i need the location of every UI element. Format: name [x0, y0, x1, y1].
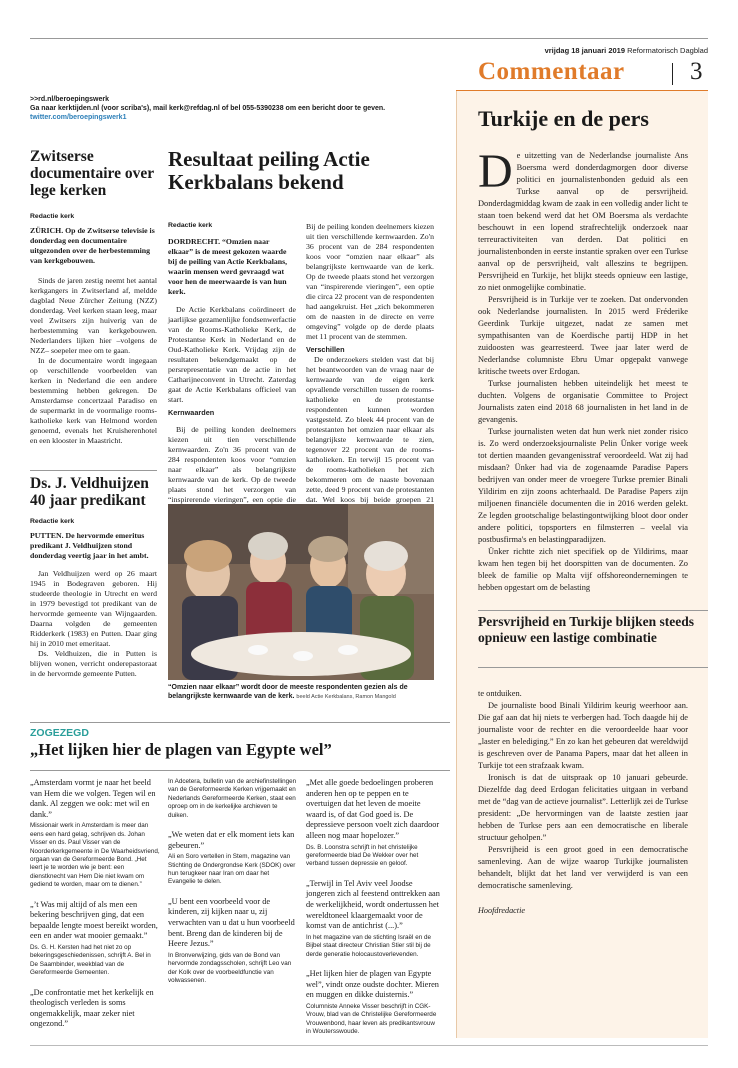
article-resultaat-title: Resultaat peiling Actie Kerkbalans bekend: [168, 147, 370, 194]
zogezegd-label: ZOGEZEGD: [30, 727, 89, 739]
article-zwitserse-title: Zwitserse documentaire over lege kerken: [30, 148, 154, 199]
paragraph: De onderzoekers stelden vast dat bij het beantwoorden van de vraag naar de kernwaarde van de eigen kerk opvallende verschillen tussen de rooms-katholieke en de protestantse respondenten kunnen worden vastgesteld. Zo bleek 44 procent van de protestanten het omzien naar elkaar als belangrijkste kernwaarde te zien, tegenover 22 procent van de rooms-katholieken. En terwijl 15 procent van de rooms-katholieken het zich bekommeren om de naaste bovenaan zette, deed 9 procent van de protestanten dat. Wel koos bij beide groepen 21: [306, 355, 434, 504]
article-resultaat-col1-cont: [168, 425, 296, 503]
quote-source: Ali en Soro vertellen in Stem, magazine van Stichting de Ondergrondse Kerk (SDOK) over hun terugkeer naar Iran om daar het Evangelie te delen.: [168, 853, 296, 886]
section-divider: [672, 63, 673, 85]
lede: DORDRECHT. “Omzien naar elkaar” is de meest gekozen waarde bij de peiling van Actie Kerkbalans, waarin mensen werd gevraagd wat voor hen de meerwaarde is van hun kerk.: [168, 237, 288, 296]
contact-info: [30, 95, 385, 122]
byline: Redactie kerk: [30, 518, 75, 525]
commentary-paragraph: te ontduiken.: [478, 689, 522, 698]
bottom-rule: [30, 1045, 708, 1046]
byline: Redactie kerk: [168, 222, 213, 229]
zogezegd-rule-bottom: [30, 770, 450, 771]
byline: Redactie kerk: [30, 213, 75, 220]
article-zwitserse: [30, 213, 157, 446]
quote: „Terwijl in Tel Aviv veel Joodse jongeren zich al feestend onttrekken aan de werkelijkheid, wordt ondertussen het wereldtoneel klaargemaakt voor de komst van de antichrist (...).”: [306, 878, 440, 931]
lede: PUTTEN. De hervormde emeritus predikant J. Veldhuijzen stond donderdag veertig jaar in het ambt.: [30, 531, 149, 560]
quote: „U bent een voorbeeld voor de kinderen, zij kijken naar u, zij verwachten van u dat u hun voorbeeld bent. Breng dan de kinderen bij de Heere Jezus.”: [168, 896, 295, 949]
page-number: 3: [690, 58, 703, 85]
quote: „We weten dat er elk moment iets kan gebeuren.”: [168, 830, 295, 850]
pull-quote-rule-bottom: [478, 667, 708, 668]
commentary-paragraph: Turkse journalisten weten dat hun werk niet zonder risico is. Zo werd onderzoeksjournaliste Pelin Ünker vorige week tot dertien maanden gevangenisstraf veroordeeld. Wat zij had misdaan? Ünker had via de zogenaamde Paradise Papers bedrijven van onder meer de vroegere Turkse premier Binali Yildirim en zijn zoons achterhaald. De Paradise Papers zijn miljoenen financiële documenten die in 2016 werden gelekt. Ze legden grootschalige belastingontwijking bloot door onder andere politici, topsporters en filmsterren – veelal via postbusfirma's en belastingparadijzen.: [478, 427, 688, 544]
commentary-paragraph: Persvrijheid is een groot goed in een democratische samenleving. Aan de wijze waarop Turkijke journalisten behandelt, blijkt dat het land ver verwijderd is van een democratische samenleving.: [478, 845, 688, 890]
quote-source: In Bronverwijzing, gids van de Bond van hervormde zondagsscholen, schrijft Leo van der Kolk over de voorbeeldfunctie van volwassenen.: [168, 951, 292, 985]
quote-source: Ds. B. Loonstra schrijft in het christelijke gereformeerde blad De Wekker over het verband tussen depressie en geloof.: [306, 843, 419, 868]
zogezegd-rule-top: [30, 722, 450, 723]
article-body: [30, 569, 157, 679]
commentary-paragraph: Ironisch is dat de uitspraak op 10 januari gebeurde. Diezelfde dag deed Erdogan felicitaties uitgaan in verband met de “dag van de actieve journalist”. Letterlijk zei de Turkse president: „De hervormingen van de laatste zestien jaar hebben de Turkse pers aan een democratische en liberale structuur geholpen.”: [478, 773, 688, 842]
article-veldhuijzen: [30, 518, 157, 679]
commentary-paragraph: Ünker richtte zich niet specifiek op de Yildirims, maar kwam hen tegen bij het doorspitten van de documenten. Zo bleek de familie op Malta vijf offshoreondernemingen te hebben opgestart om de belasting: [478, 547, 688, 592]
quote-source: Columniste Anneke Visser beschrijft in CGK-Vrouw, blad van de Christelijke Gereformeerde Vrouwenbond, haar leven als predikantsvrouw in Woutersswoude.: [306, 1002, 437, 1035]
zogezegd-col1: [30, 778, 160, 1032]
quote: „’t Was mij altijd of als men een bekering beschrijven ging, dat een bepaalde lengte moest bereikt worden, een en ander wat mooier gemaakt.”: [30, 899, 158, 941]
paragraph: Jan Veldhuijzen werd op 26 maart 1945 in Bodegraven geboren. Hij studeerde theologie in Utrecht en werd in 1979 bevestigd tot predikant van de hervormde gemeente van Wijngaarden. Daarna volgden de gemeenten Ridderkerk (1983) en Putten. Daar ging hij in 2010 met emeritaat.: [30, 569, 157, 648]
article-resultaat-col2: [306, 222, 434, 502]
commentary-paragraph: De journaliste bood Binali Yildirim keurig weerhoor aan. Die gaf aan dat hij niets te verbergen had. Toch daagde hij de journaliste voor de rechter en die veroordeelde haar voor „laster en belediging.” En zo kan het gebeuren dat wereldwijd is geschreven over de Panama Papers, maar dat het alleen in Turkije tot een strafzaak kwam.: [478, 701, 688, 770]
quote-source: In het magazine van de stichting Israël en de Bijbel staat directeur Christian Stier stil bij de derde generatie holocaustoverlevenden.: [306, 933, 431, 958]
photo-credit: beeld Actie Kerkbalans, Ramon Mangold: [296, 694, 396, 700]
commentary-title: Turkije en de pers: [478, 106, 649, 131]
paragraph: Ds. Veldhuizen, die in Putten is blijven wonen, verricht onderepastoraat in de hervormde gemeente Putten.: [30, 649, 157, 678]
lede: ZÜRICH. Op de Zwitserse televisie is donderdag een documentaire uitgezonden over de herbestemming van kerkgebouwen.: [30, 226, 155, 265]
commentary-paragraph: Persvrijheid is in Turkije ver te zoeken. Dat ondervonden ook Nederlandse journalisten. In 2015 werd Fréderike Geerdink Turkije uitgezet, nadat ze samen met sympathisanten van de Koerdische partij HDP in het zuidoosten was gearresteerd. Twee jaar later werd de Nederlandse columniste Ebru Umar opgepakt vanwege kritische tweets over Erdogan.: [478, 295, 688, 376]
pull-quote-rule-top: [478, 610, 708, 611]
quote: „Met alle goede bedoelingen proberen anderen hen op te peppen en te overtuigen dat het leven de moeite waard is, of dat God goed is. De depressieve persoon voelt zich daardoor alleen nog maar hopelozer.”: [306, 778, 440, 840]
paragraph: De Actie Kerkbalans coördineert de jaarlijkse gezamenlijke fondsenwerfactie van de Rooms-Katholieke Kerk, de Protestantse Kerk in Nederland en de Oud-Katholieke Kerk. Vrijdag zijn de resultaten bekendgemaakt op de persrepresentatie van de actie in het Catharijneconvent in Utrecht. Zaterdag gaat de Actie Kerkbalans officieel van start.: [168, 305, 296, 404]
dateline: [545, 46, 708, 55]
photo-group-of-women: [168, 504, 434, 680]
quote: „De confrontatie met het kerkelijk en theologisch verleden is soms ongemakkelijk, maar zeker niet ongezond.”: [30, 987, 154, 1029]
commentary-body: [478, 145, 688, 592]
article-photo: [168, 504, 434, 680]
beroepingswerk-link[interactable]: >>rd.nl/beroepingswerk: [30, 96, 109, 103]
commentary-paragraph: e uitzetting van de Nederlandse journaliste Ans Boersma werd donderdagmorgen door diverse politici en journalistenbonden geduid als een Turkse aanval op de persvrijheid. Donderdagmiddag kwam de zaak in een volledig ander licht te staan toen bekend werd dat het OM Boersma als verdachte beschouwt in een lopend strafrechtelijk onderzoek naar terreuractiviteiten van derden. Dat politici en journalistenbonden in eerste instantie spraken over een Turkse aanval op de persvrijheid, valt alleszins te begrijpen. Persvrijheid en Turkije, het blijkt steeds opnieuw een lastige, zo niet onmogelijke combinatie.: [478, 151, 688, 292]
quote: „Het lijken hier de plagen van Egypte wel”, vindt onze oudste dochter. Mieren en muggen en dikke duisternis.”: [306, 968, 439, 1000]
caption-text: “Omzien naar elkaar” wordt door de meeste respondenten gezien als de belangrijkste kernwaarde van de kerk.: [168, 684, 408, 700]
commentary-paragraph: Turkse journalisten hebben uiteindelijk het meest te duchten. Volgens de organisatie Committee to Project Journalists zaten eind 2018 68 journalisten in het land in de gevangenis.: [478, 379, 688, 424]
twitter-link[interactable]: twitter.com/beroepingswerk1: [30, 114, 127, 121]
quote: „Amsterdam vormt je naar het beeld van Hem die we volgen. Tegen wil en dank. Al zeggen we ook: met wil en dank.”: [30, 778, 156, 819]
section-title: Commentaar: [478, 58, 625, 85]
pull-quote: Persvrijheid en Turkije blijken steeds opnieuw een lastige combinatie: [478, 614, 695, 645]
zogezegd-col2: [168, 778, 298, 995]
drop-cap: D: [478, 145, 513, 198]
contact-instructions: Ga naar kerktijden.nl (voor scriba's), mail kerk@refdag.nl of bel 055-5390238 om een bericht door te geven.: [30, 105, 386, 112]
quote-source: Missionair werk in Amsterdam is meer dan eens een hard gelag, schrijven ds. Johan Visser en ds. Paul Visser van de Noorderkerkgemeente in De Waarheidsvriend, orgaan van de Gereformeerde Bond. „Het leert je te worden wie je bent: een dienstknecht van Hem Die niet kwam om gediend te worden, maar om te dienen.”: [30, 822, 160, 889]
article-body: [168, 305, 296, 418]
article-resultaat-col1: [168, 222, 296, 418]
article-separator: [30, 470, 157, 471]
commentary-body-continued: [478, 688, 688, 892]
photo-caption: [168, 683, 438, 702]
article-veldhuijzen-title: Ds. J. Veldhuijzen 40 jaar predikant: [30, 475, 149, 509]
paragraph: Sinds de jaren zestig neemt het aantal kerkgangers in Zwitserland af, meldde dagblad Neue Zürcher Zeitung (NZZ) donderdag. Veel kerken staan leeg, maar veel Zwitsers zijn huiverig van de herbestemming van kerkgebouwen. Nederlanders lijken hier –volgens de NZZ– soepeler mee om te gaan.: [30, 276, 157, 355]
article-body: [30, 276, 157, 446]
paragraph: Bij de peiling konden deelnemers kiezen uit tien verschillende kernwaarden. Zo'n 36 procent van de 284 respondenten koos voor “omzien naar elkaar” als belangrijkste kernwaarde van de kerk. Op de tweede plaats stond het verzorgen van “inspirerende vieringen”, een optie die circa 22 procent van de respondenten had aangekruist. Het „zich bekommeren om de naasten in de directe en verre omgeving” volgde op de derde plaats met 11 procent van de stemmen.: [306, 222, 434, 341]
section-rule: [456, 90, 708, 91]
paragraph: Bij de peiling konden deelnemers kiezen uit tien verschillende kernwaarden. Zo'n 36 procent van de 284 respondenten koos voor “omzien naar elkaar” als belangrijkste kernwaarde van de kerk. Op de tweede plaats stond het verzorgen van “inspirerende vieringen”, een optie die: [168, 425, 296, 504]
zogezegd-col3: [306, 778, 441, 1046]
quote-source: In Adcetera, bulletin van de archiefinstellingen van de Gereformeerde Kerken vrijgemaakt en Nederlands Gereformeerde Kerken, staat een oproep om in de kerkelijke archieven te duiken.: [168, 778, 297, 819]
top-rule: [30, 38, 708, 39]
paper-name: Reformatorisch Dagblad: [627, 46, 708, 55]
quote-source: Ds. G. H. Kersten had het niet zo op bekeringsgeschiedenissen, schrijft A. Bel in De Saambinder, weekblad van de Gereformeerde Gemeenten.: [30, 944, 151, 977]
subheading: Verschillen: [306, 345, 345, 354]
paragraph: In de documentaire wordt ingegaan op verschillende voorbeelden van kerken in Nederland die een andere bestemming hebben gekregen. De Amsterdamse concertzaal Paradiso en de supermarkt in de voormalige rooms-katholieke kerk van Helmond worden genoemd, evenals het Kruisherenhotel en een klooster in Maastricht.: [30, 356, 157, 445]
zogezegd-title: „Het lijken hier de plagen van Egypte wel”: [30, 740, 332, 759]
subheading: Kernwaarden: [168, 408, 215, 417]
issue-date: vrijdag 18 januari 2019: [544, 46, 626, 55]
signature: Hoofdredactie: [478, 906, 525, 915]
